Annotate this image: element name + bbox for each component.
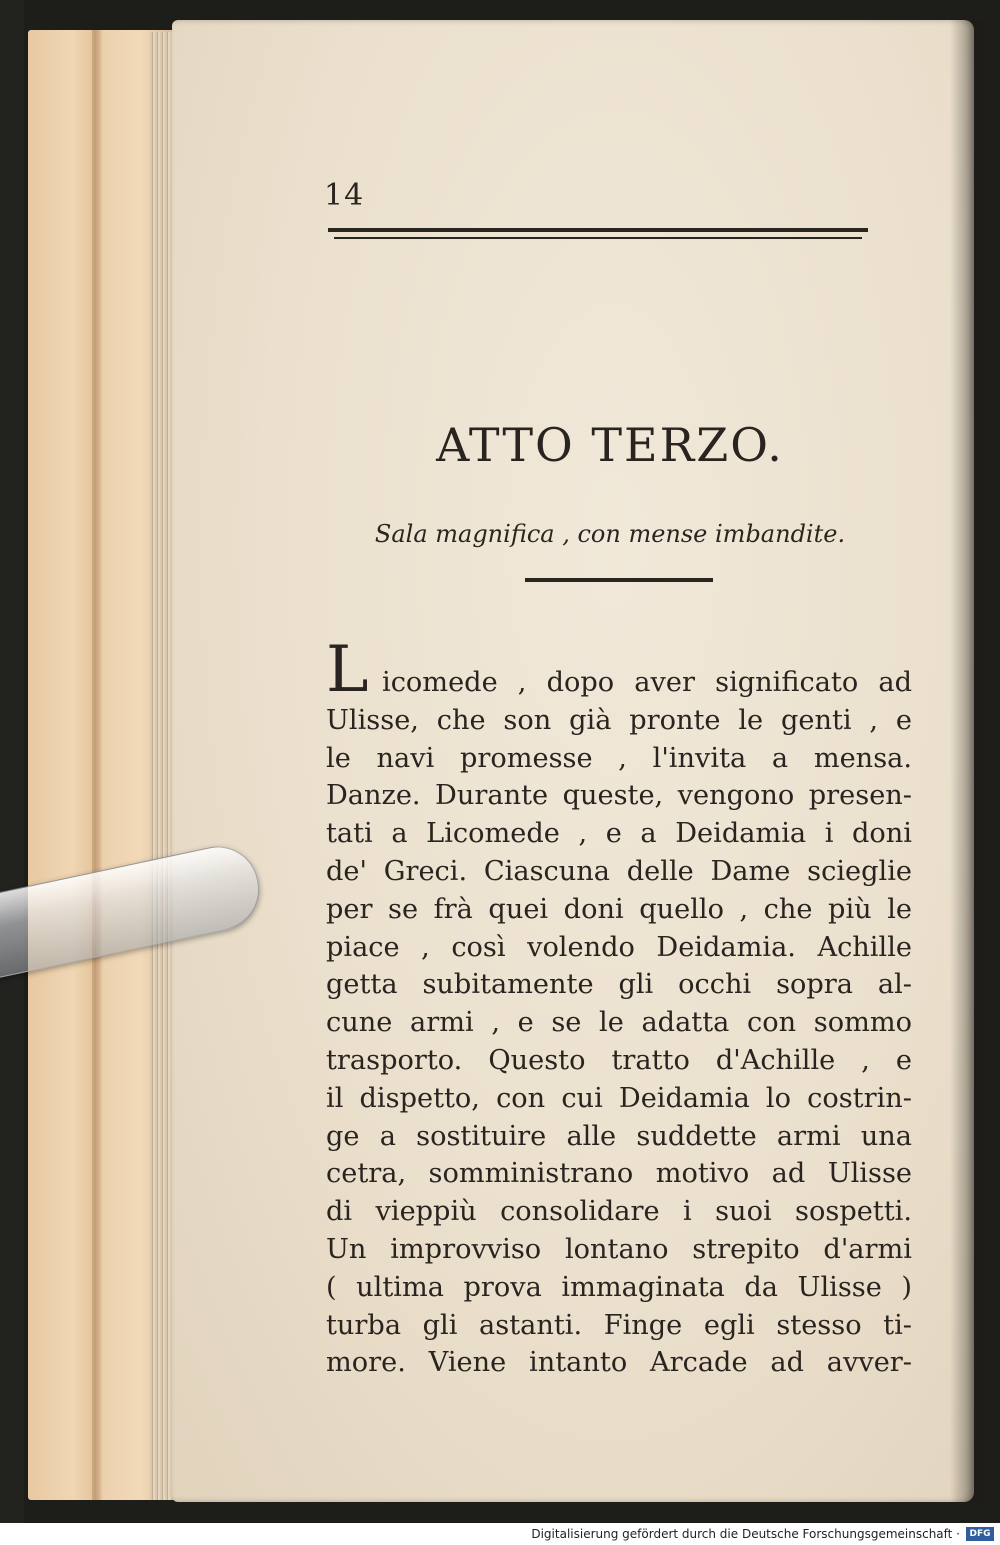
text-line: piace , così volendo Deidamia. Achille — [326, 931, 912, 963]
text-line: more. Viene intanto Arcade ad avver- — [326, 1347, 912, 1379]
text-line: ( ultima prova immaginata da Ulisse ) — [326, 1271, 912, 1303]
body-text — [326, 664, 912, 1382]
page-number: 14 — [324, 178, 365, 213]
text-line: di vieppiù consolidare i suoi sospetti. — [326, 1196, 912, 1228]
text-line: il dispetto, con cui Deidamia lo costrin- — [326, 1082, 912, 1114]
text-line: trasporto. Questo tratto d'Achille , e — [326, 1044, 912, 1076]
section-rule — [525, 578, 713, 582]
text-line: turba gli astanti. Finge egli stesso ti- — [326, 1309, 912, 1341]
scene-subtitle: Sala magnifica , con mense imbandite. — [374, 520, 846, 548]
page-gutter-shadow — [950, 20, 1000, 1502]
text-line: Un improvviso lontano strepito d'armi — [326, 1233, 912, 1265]
footer-credit: Digitalisierung gefördert durch die Deutsche Forschungsgemeinschaft · — [531, 1527, 960, 1541]
act-title: ATTO TERZO. — [436, 418, 784, 472]
text-line: Ulisse, che son già pronte le genti , e — [326, 704, 912, 736]
dfg-logo: DFG — [966, 1527, 994, 1541]
cover-fold-line — [92, 30, 96, 1500]
text-line: per se frà quei doni quello , che più le — [326, 893, 912, 925]
text-line: Danze. Durante queste, vengono presen- — [326, 780, 912, 812]
text-line: de' Greci. Ciascuna delle Dame scieglie — [326, 855, 912, 887]
footer-bar — [0, 1523, 1000, 1545]
drop-cap: L — [326, 633, 369, 707]
text-line: cune armi , e se le adatta con sommo — [326, 1007, 912, 1039]
text-line: ge a sostituire alle suddette armi una — [326, 1120, 912, 1152]
header-rule — [328, 228, 868, 242]
text-line: le navi promesse , l'invita a mensa. — [326, 742, 912, 774]
text-line: getta subitamente gli occhi sopra al- — [326, 969, 912, 1001]
text-line: icomede , dopo aver significato ad — [382, 667, 912, 698]
text-line: tati a Licomede , e a Deidamia i doni — [326, 818, 912, 850]
scan-edge — [0, 0, 24, 1523]
text-line: cetra, somministrano motivo ad Ulisse — [326, 1158, 912, 1190]
